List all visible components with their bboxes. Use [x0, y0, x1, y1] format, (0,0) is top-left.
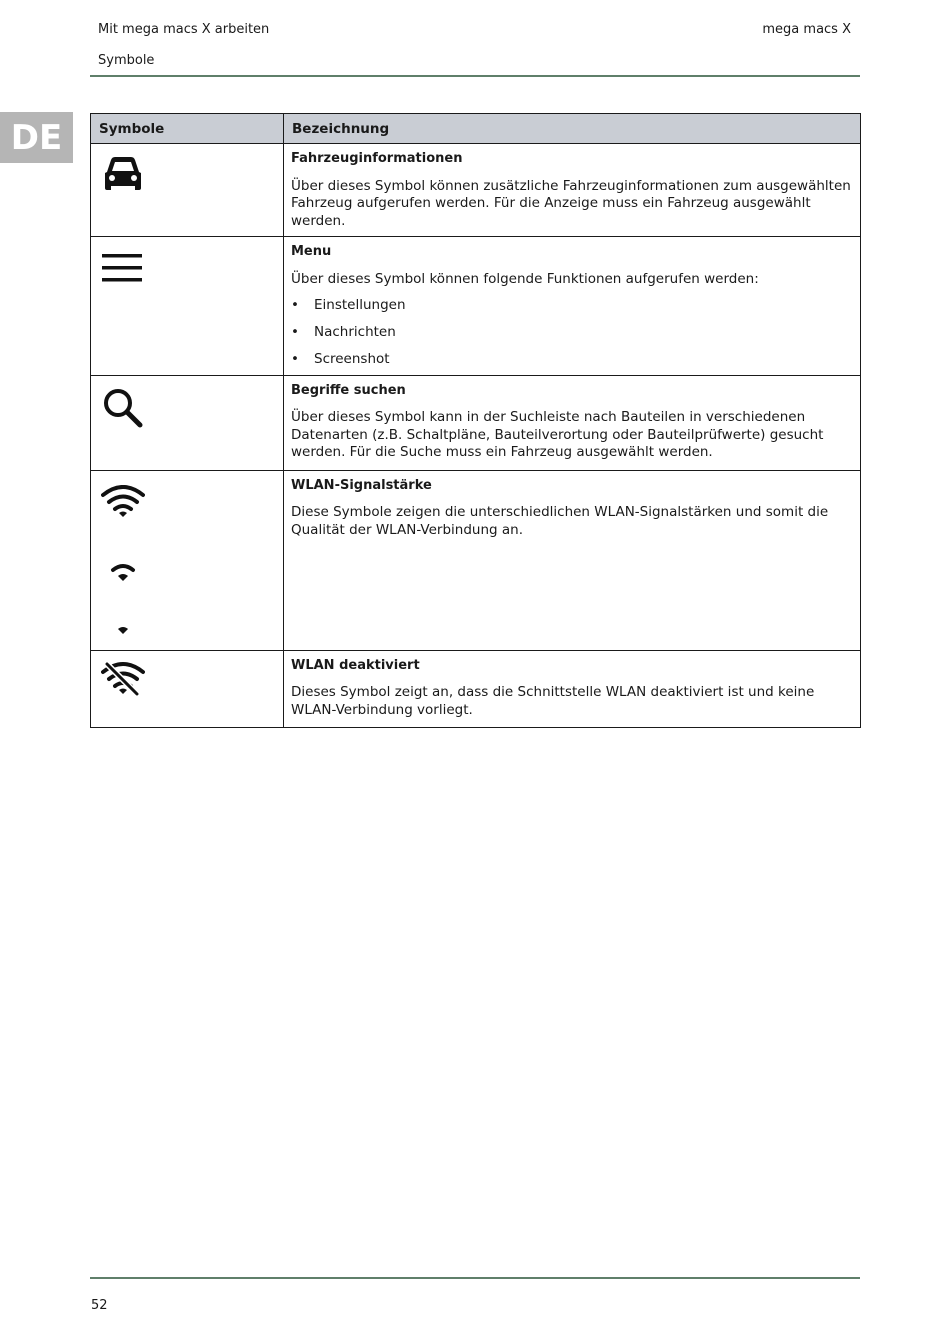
row-title: Fahrzeuginformationen [291, 151, 463, 166]
list-item-label: Einstellungen [314, 297, 406, 313]
bullet: • [291, 297, 299, 313]
product-name: mega macs X [762, 22, 851, 37]
description-cell [284, 470, 861, 650]
list-item [291, 351, 852, 369]
wifi-strong-icon [101, 485, 145, 519]
bullet: • [291, 324, 299, 340]
table-row [91, 375, 861, 470]
symbol-cell [91, 375, 284, 470]
row-title: Menu [291, 244, 332, 259]
function-list [291, 297, 852, 369]
table-row [91, 237, 861, 376]
chapter-title: Mit mega macs X arbeiten [98, 22, 270, 37]
list-item [291, 324, 852, 342]
row-title: Begriffe suchen [291, 382, 406, 398]
row-title: WLAN-Signalstärke [291, 477, 432, 493]
wifi-medium-icon [101, 549, 145, 583]
symbol-cell [91, 144, 284, 237]
table-row [91, 470, 861, 650]
search-icon [101, 386, 145, 430]
description-cell [284, 144, 861, 237]
row-title: WLAN deaktiviert [291, 657, 420, 673]
bullet: • [291, 351, 299, 367]
column-header-description: Bezeichnung [284, 114, 861, 144]
symbol-cell [91, 650, 284, 727]
section-title: Symbole [98, 53, 155, 68]
menu-icon [101, 251, 145, 285]
page-number: 52 [91, 1298, 108, 1313]
header-divider [90, 75, 860, 77]
table-row [91, 650, 861, 727]
language-tab: DE [0, 112, 73, 163]
description-cell [284, 375, 861, 470]
list-item-label: Screenshot [314, 351, 390, 367]
list-item-label: Nachrichten [314, 324, 396, 340]
list-item [291, 297, 852, 315]
row-description: Über dieses Symbol können zusätzliche Fahrzeuginformationen zum ausgewählten Fahrzeug aufgerufen werden. Für die Anzeige muss ein Fahrzeug ausgewählt werden. [291, 177, 851, 229]
description-cell [284, 237, 861, 376]
row-description: Dieses Symbol zeigt an, dass die Schnittstelle WLAN deaktiviert ist und keine WLAN-Verbindung vorliegt. [291, 684, 815, 718]
footer-divider [90, 1277, 860, 1279]
wifi-off-icon [101, 661, 145, 697]
column-header-symbol: Symbole [91, 114, 284, 144]
car-icon [101, 154, 145, 194]
description-cell [284, 650, 861, 727]
table-row [91, 144, 861, 237]
table-header-row [91, 114, 861, 144]
wifi-weak-icon [101, 611, 145, 645]
row-description: Über dieses Symbol können folgende Funktionen aufgerufen werden: [291, 270, 759, 287]
symbol-cell [91, 237, 284, 376]
symbol-cell [91, 470, 284, 650]
row-description: Über dieses Symbol kann in der Suchleiste nach Bauteilen in verschiedenen Datenarten (z.B. Schaltpläne, Bauteilverortung oder Bauteilprüfwerte) gesucht werden. Für die Suche muss ein Fahrzeug ausgewählt werden. [291, 409, 824, 460]
row-description: Diese Symbole zeigen die unterschiedlichen WLAN-Signalstärken und somit die Qualität der WLAN-Verbindung an. [291, 504, 829, 538]
symbol-table [90, 113, 861, 728]
